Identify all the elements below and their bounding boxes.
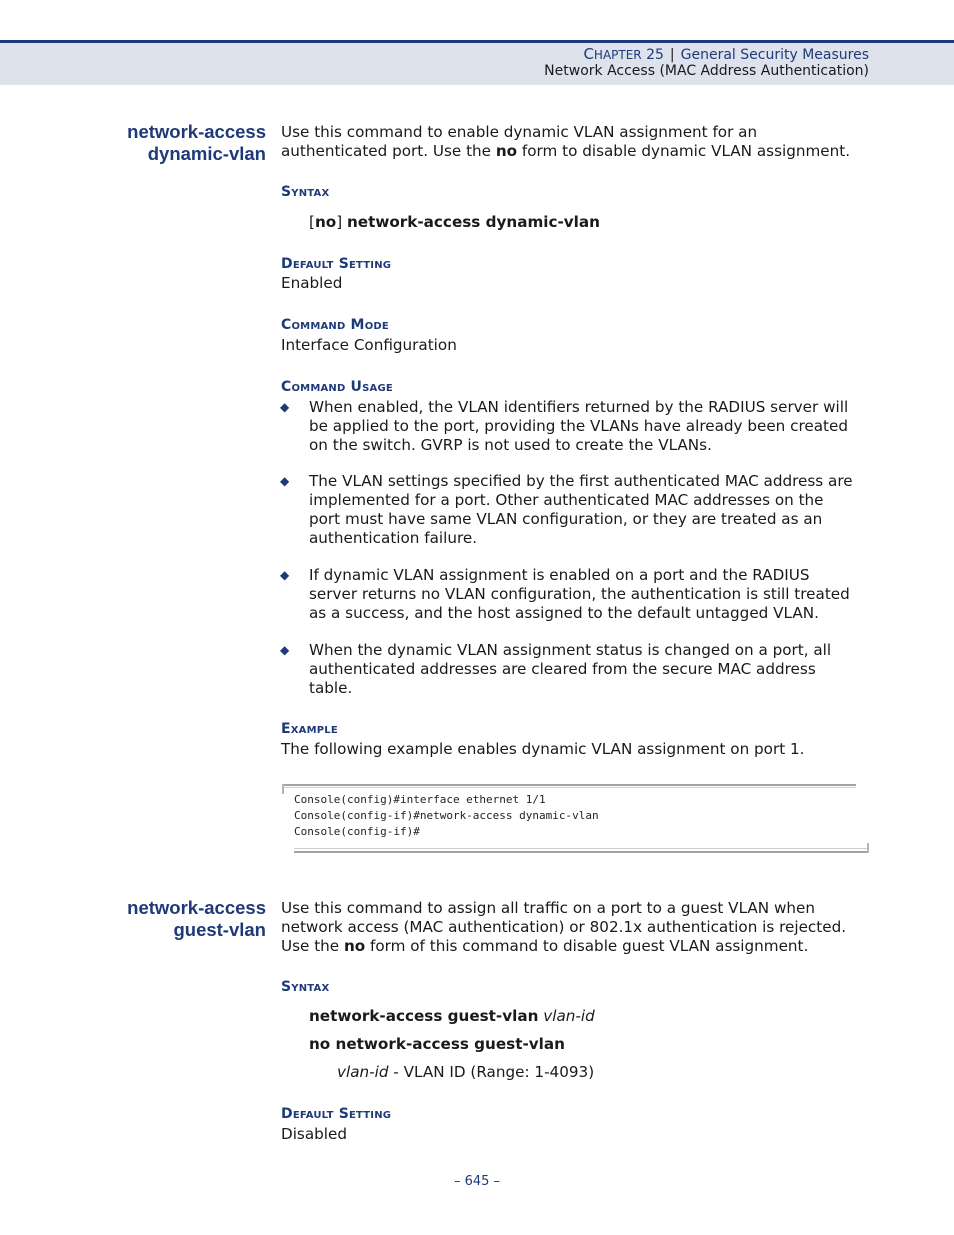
usage-line: be applied to the port, providing the VLANs have already been created — [309, 417, 848, 435]
usage-line: table. — [309, 679, 353, 697]
cmd2-syntax-2 — [309, 1035, 869, 1054]
cmd1-title-line1: network-access — [127, 121, 266, 142]
usage-line: When the dynamic VLAN assignment status is changed on a port, all — [309, 641, 832, 659]
code-box-top-border — [282, 784, 856, 788]
usage-bullet-4 — [309, 641, 869, 698]
cmd2-desc-line1: Use this command to assign all traffic on a port to a guest VLAN when — [281, 899, 815, 917]
usage-line: on the switch. GVRP is not used to create the VLANs. — [309, 436, 712, 454]
bullet-diamond-icon: ◆ — [280, 474, 290, 488]
code-box-left-edge — [282, 784, 284, 794]
cmd2-desc-line2: network access (MAC authentication) or 802.1x authentication is rejected. — [281, 918, 847, 936]
page-number: – 645 – — [453, 1174, 501, 1189]
cmd1-default-heading: Default Setting — [281, 256, 392, 272]
cmd2-desc-line3 — [281, 937, 871, 956]
cmd1-example-text: The following example enables dynamic VLAN assignment on port 1. — [281, 740, 805, 758]
usage-bullet-3 — [309, 566, 869, 623]
parameter-description: - VLAN ID (Range: 1-4093) — [388, 1063, 595, 1081]
code-line-3: Console(config-if)# — [294, 825, 420, 838]
header-separator: | — [669, 47, 675, 63]
chapter-initial: C — [583, 45, 594, 63]
cmd1-desc-line1: Use this command to enable dynamic VLAN assignment for an — [281, 123, 758, 141]
cmd2-title — [127, 897, 266, 941]
syntax-no: no — [314, 213, 337, 231]
cmd2-default-heading: Default Setting — [281, 1106, 392, 1122]
syntax-command: no network-access guest-vlan — [309, 1035, 565, 1053]
syntax-command: network-access dynamic-vlan — [346, 213, 600, 231]
syntax-command: network-access guest-vlan — [309, 1007, 539, 1025]
usage-bullet-1 — [309, 398, 869, 455]
parameter-name: vlan-id — [337, 1063, 389, 1081]
cmd1-usage-heading: Command Usage — [281, 379, 393, 395]
syntax-bracket: [ — [309, 213, 315, 231]
chapter-number: 25 — [646, 47, 664, 63]
desc-text: form to disable dynamic VLAN assignment. — [517, 142, 851, 160]
cmd1-mode-value: Interface Configuration — [281, 336, 457, 354]
cmd1-mode-heading: Command Mode — [281, 317, 389, 333]
code-box-bottom-border — [294, 848, 869, 853]
syntax-parameter: vlan-id — [543, 1007, 595, 1025]
cmd2-description — [281, 899, 871, 956]
usage-line: authentication failure. — [309, 529, 478, 547]
cmd2-title-line2: guest-vlan — [173, 919, 266, 940]
code-example-box — [282, 784, 869, 853]
usage-line: authenticated addresses are cleared from the secure MAC address — [309, 660, 816, 678]
usage-bullet-2 — [309, 472, 869, 548]
usage-line: implemented for a port. Other authenticated MAC addresses on the — [309, 491, 824, 509]
usage-line: When enabled, the VLAN identifiers returned by the RADIUS server will — [309, 398, 849, 416]
chapter-word: HAPTER — [593, 48, 642, 62]
cmd1-syntax-heading: Syntax — [281, 184, 330, 200]
desc-text: form of this command to disable guest VLAN assignment. — [365, 937, 809, 955]
bullet-diamond-icon: ◆ — [280, 568, 290, 582]
cmd1-desc-line2 — [281, 142, 871, 161]
cmd2-default-value: Disabled — [281, 1125, 347, 1143]
cmd2-title-line1: network-access — [127, 897, 266, 918]
syntax-bracket: ] — [336, 213, 347, 231]
desc-keyword: no — [495, 142, 518, 160]
section-subtitle: Network Access (MAC Address Authentication) — [544, 63, 869, 79]
usage-line: server returns no VLAN configuration, the authentication is still treated — [309, 585, 850, 603]
chapter-header — [583, 45, 869, 63]
desc-keyword: no — [343, 937, 366, 955]
cmd1-example-heading: Example — [281, 721, 338, 737]
usage-line: The VLAN settings specified by the first authenticated MAC address are — [309, 472, 853, 490]
cmd1-description — [281, 123, 871, 161]
cmd1-title-line2: dynamic-vlan — [147, 143, 266, 164]
code-line-1: Console(config)#interface ethernet 1/1 — [294, 793, 546, 806]
chapter-title: General Security Measures — [680, 47, 869, 63]
code-box-right-edge — [867, 843, 869, 853]
cmd1-title — [127, 121, 266, 165]
cmd1-syntax — [309, 213, 869, 232]
code-line-2: Console(config-if)#network-access dynamic-vlan — [294, 809, 599, 822]
bullet-diamond-icon: ◆ — [280, 643, 290, 657]
desc-text: Use the — [281, 937, 344, 955]
cmd2-syntax-heading: Syntax — [281, 979, 330, 995]
usage-line: If dynamic VLAN assignment is enabled on a port and the RADIUS — [309, 566, 810, 584]
cmd2-syntax-1 — [309, 1007, 869, 1026]
desc-text: authenticated port. Use the — [281, 142, 496, 160]
cmd2-parameter — [337, 1063, 867, 1082]
usage-line: as a success, and the host assigned to the default untagged VLAN. — [309, 604, 819, 622]
bullet-diamond-icon: ◆ — [280, 400, 290, 414]
usage-line: port must have same VLAN configuration, or they are treated as an — [309, 510, 823, 528]
cmd1-default-value: Enabled — [281, 274, 343, 292]
